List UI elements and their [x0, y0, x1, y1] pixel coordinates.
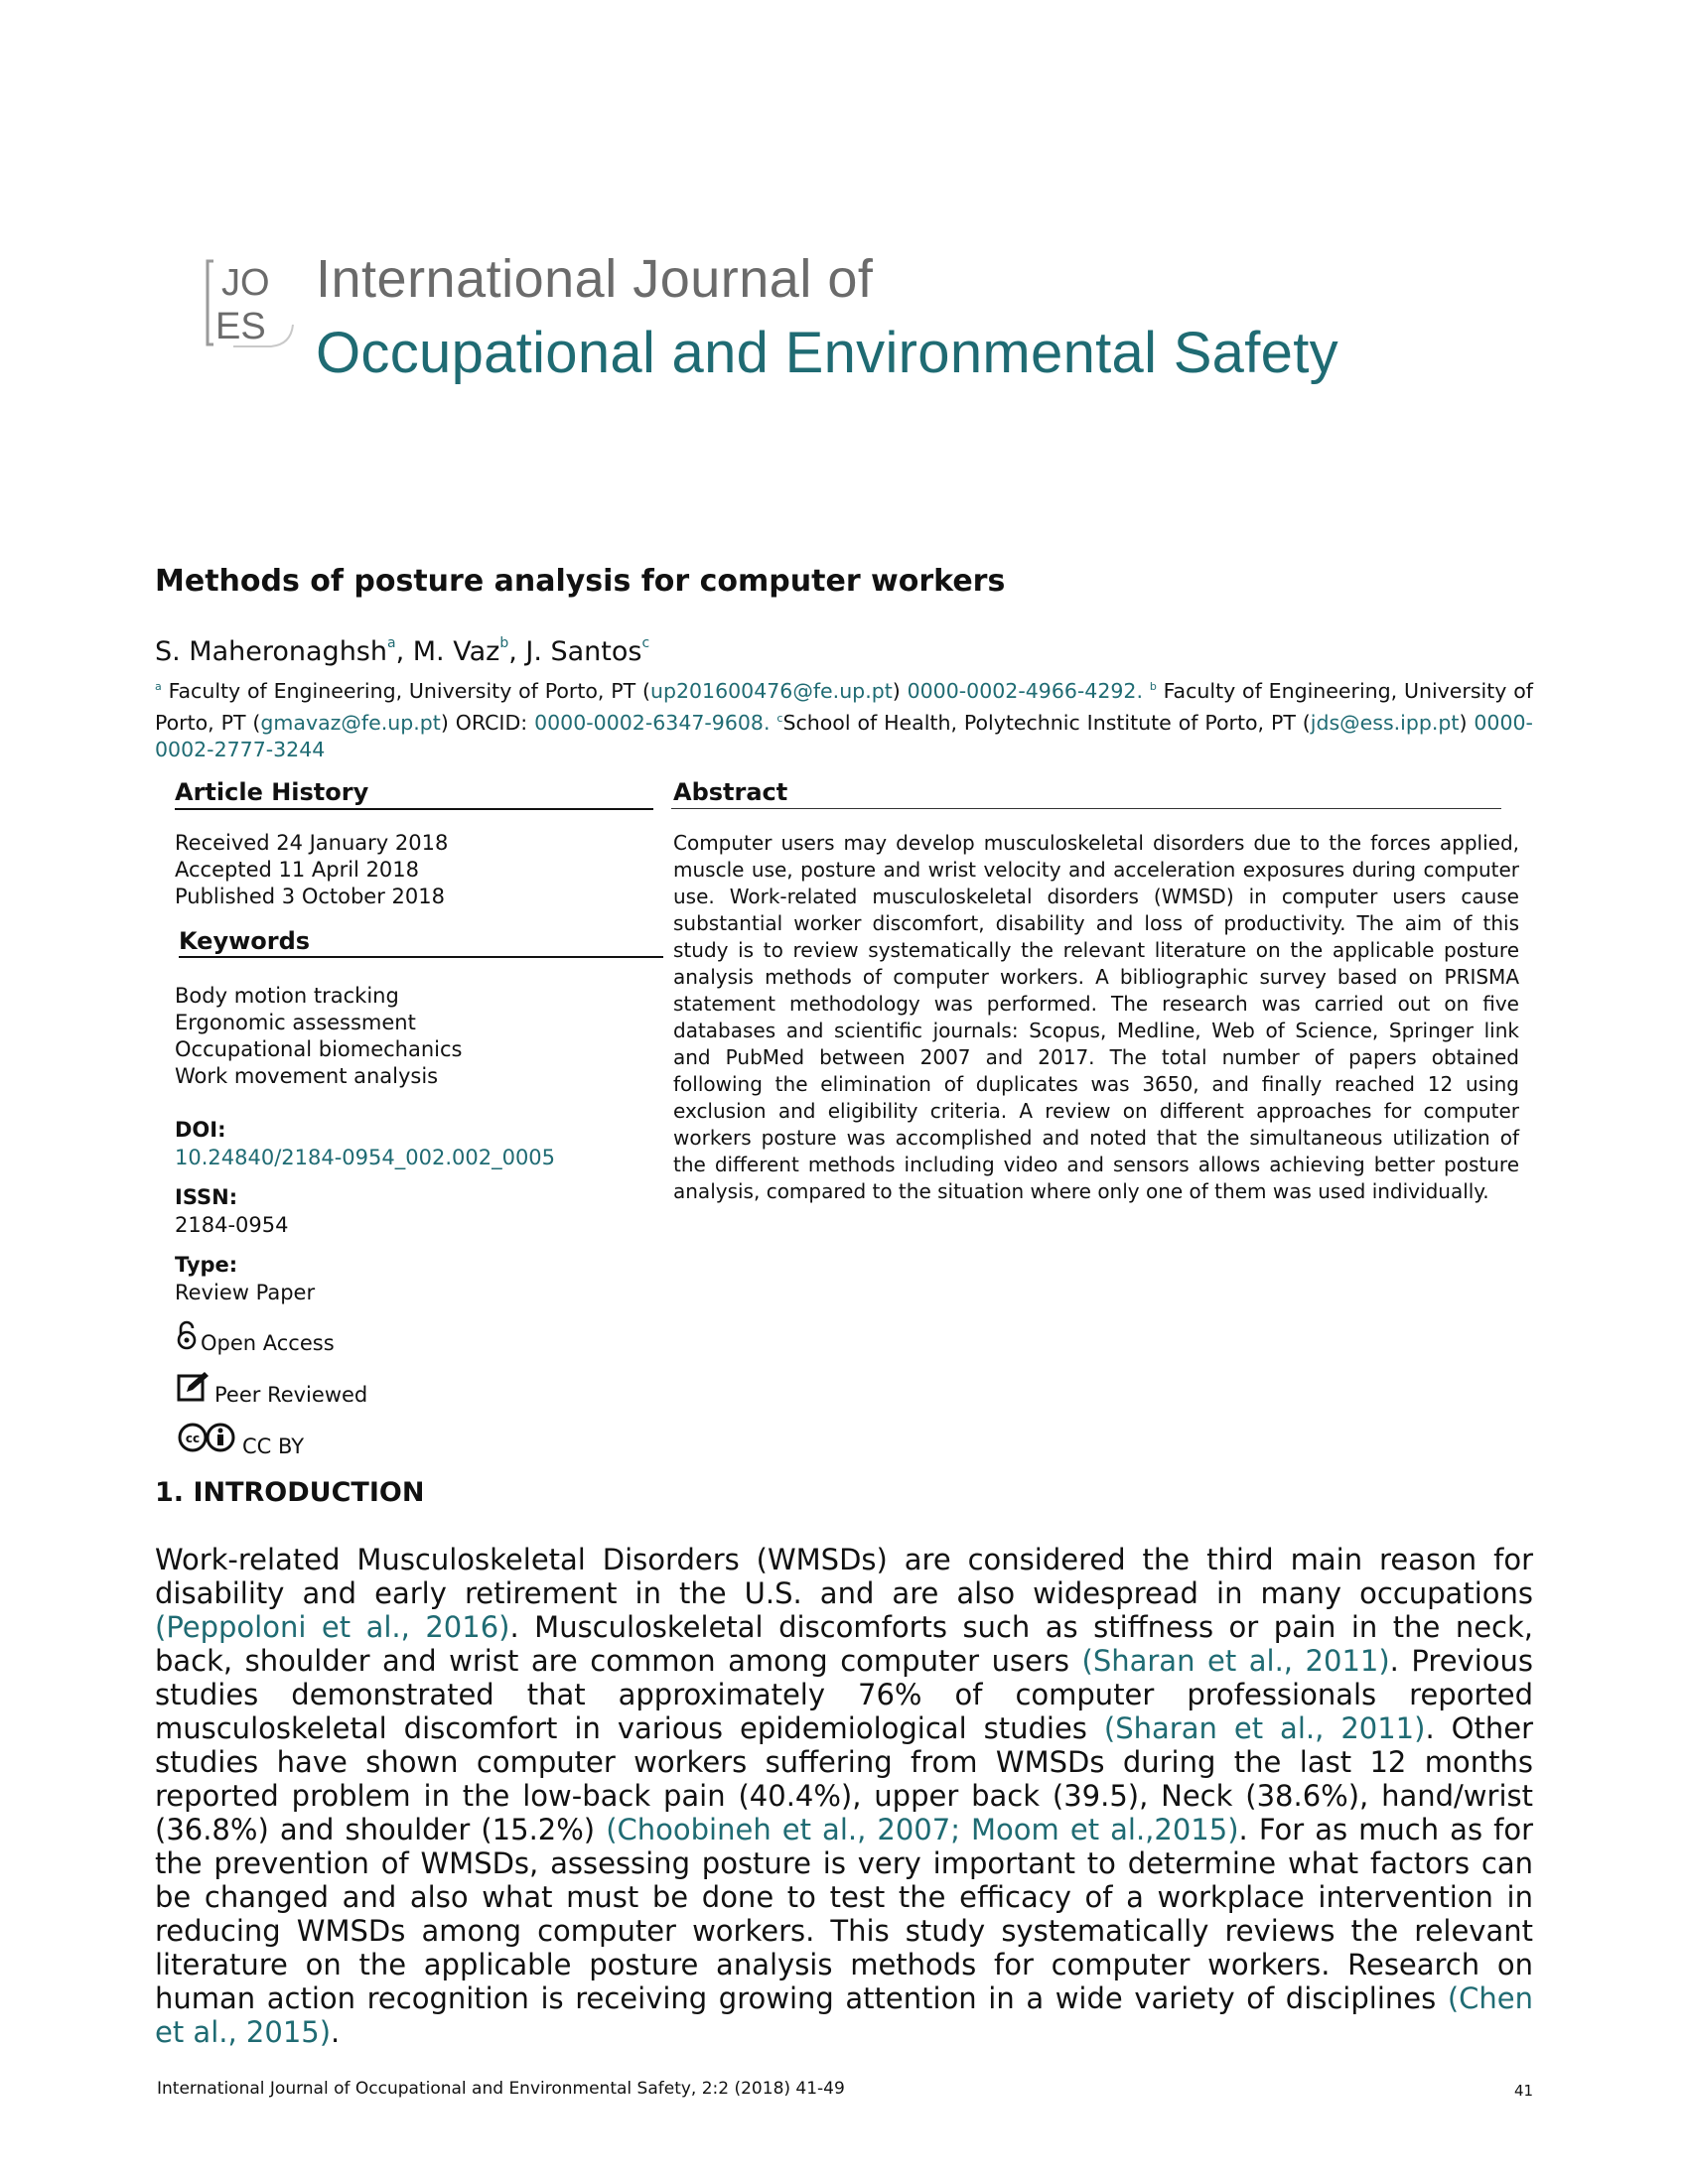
citation-link[interactable]: (Sharan et al., 2011)	[1103, 1711, 1426, 1745]
affil-mark: c	[776, 712, 783, 725]
type-label: Type:	[175, 1253, 238, 1277]
svg-text:ES: ES	[215, 306, 266, 347]
orcid-link[interactable]: 0000-0002-6347-9608.	[534, 711, 771, 735]
divider	[175, 808, 653, 810]
svg-text:JO: JO	[221, 262, 270, 304]
section-heading-introduction: 1. INTRODUCTION	[155, 1477, 425, 1508]
page-number: 41	[1514, 2082, 1534, 2100]
email-link[interactable]: up201600476@fe.up.pt	[649, 679, 893, 703]
journal-logo	[194, 253, 303, 352]
license-badge	[177, 1422, 304, 1458]
svg-text:cc: cc	[185, 1432, 201, 1445]
peer-reviewed-badge	[177, 1370, 367, 1407]
open-access-badge	[177, 1320, 335, 1355]
affil-text: )	[892, 679, 901, 703]
keyword-item: Ergonomic assessment	[175, 1011, 416, 1034]
received-date: Received 24 January 2018	[175, 831, 449, 855]
citation-link[interactable]: (Chen et al., 2015)	[155, 1981, 1533, 2049]
journal-name-line1: International Journal of	[316, 249, 874, 309]
affil-text: Faculty of Engineering, University of Porto, PT (	[155, 679, 1533, 735]
citation-link[interactable]: (Sharan et al., 2011)	[1081, 1644, 1390, 1678]
abstract-heading: Abstract	[673, 778, 788, 806]
author-affil-mark: c	[641, 635, 650, 651]
body-text: .	[331, 2015, 341, 2049]
type-value: Review Paper	[175, 1281, 316, 1304]
divider	[179, 956, 663, 958]
divider	[671, 808, 1501, 809]
orcid-link[interactable]: 0000-0002-2777-3244	[155, 711, 1533, 761]
issn-value: 2184-0954	[175, 1213, 289, 1237]
article-history	[175, 830, 448, 910]
open-access-label: Open Access	[201, 1331, 335, 1355]
affil-text: Faculty of Engineering, University of Porto, PT (	[168, 679, 650, 703]
license-label: CC BY	[242, 1434, 305, 1458]
footer-citation: International Journal of Occupational and Environmental Safety, 2:2 (2018) 41-49	[157, 2079, 845, 2099]
body-text: . Other studies have shown computer workers suffering from WMSDs during the last 12 months reported problem in the low-back pain (40.4%), upper back (39.5), Neck (38.6%), hand/wrist (36.8%) and shoulder (15.2%)	[155, 1711, 1533, 1846]
doi-label: DOI:	[175, 1118, 226, 1142]
keywords-heading: Keywords	[179, 927, 311, 955]
body-text: . Musculoskeletal discomforts such as stiffness or pain in the neck, back, shoulder and wrist are common among computer users	[155, 1610, 1533, 1678]
email-link[interactable]: gmavaz@fe.up.pt	[260, 711, 441, 735]
citation-link[interactable]: (Choobineh et al., 2007; Moom et al.,2015)	[606, 1813, 1239, 1846]
open-lock-icon	[177, 1320, 197, 1355]
body-text: . For as much as for the prevention of WMSDs, assessing posture is very important to determine what factors can be changed and also what must be done to test the efficacy of a workplace intervention in reducing WMSDs among computer workers. This study systematically reviews the relevant literature on the applicable posture analysis methods for computer workers. Research on human action recognition is receiving growing attention in a wide variety of disciplines	[155, 1813, 1534, 2015]
author-affil-mark: b	[499, 635, 509, 651]
author-name: S. Maheronaghsh	[155, 636, 387, 667]
published-date: Published 3 October 2018	[175, 885, 445, 908]
orcid-link[interactable]: 0000-0002-4966-4292.	[907, 679, 1143, 703]
doi-link[interactable]: 10.24840/2184-0954_002.002_0005	[175, 1146, 556, 1169]
body-text: . Previous studies demonstrated that approximately 76% of computer professionals reported musculoskeletal discomfort in various epidemiological studies	[155, 1644, 1533, 1745]
accepted-date: Accepted 11 April 2018	[175, 858, 420, 882]
article-title: Methods of posture analysis for computer workers	[155, 564, 1006, 599]
affil-text: ) ORCID:	[440, 711, 528, 735]
keyword-item: Occupational biomechanics	[175, 1037, 463, 1061]
introduction-paragraph	[155, 1543, 1533, 2049]
author-name: M. Vaz	[412, 636, 500, 667]
author-affil-mark: a	[386, 635, 396, 651]
issn-label: ISSN:	[175, 1185, 238, 1209]
keyword-item: Work movement analysis	[175, 1064, 439, 1088]
affil-mark: b	[1149, 680, 1157, 693]
peer-reviewed-label: Peer Reviewed	[214, 1383, 368, 1407]
email-link[interactable]: jds@ess.ipp.pt	[1310, 711, 1460, 735]
keyword-list	[175, 983, 462, 1090]
citation-link[interactable]: (Peppoloni et al., 2016)	[155, 1610, 510, 1644]
journal-name-line2: Occupational and Environmental Safety	[316, 321, 1338, 385]
affil-mark: a	[155, 680, 162, 693]
keyword-item: Body motion tracking	[175, 984, 399, 1008]
abstract-text: Computer users may develop musculoskeletal disorders due to the forces applied, muscle use, posture and wrist velocity and acceleration exposures during computer use. Work-related musculoskeletal disorders (WMSD) in computer users cause substantial worker discomfort, disability and loss of productivity. The aim of this study is to review systematically the relevant literature on the applicable posture analysis methods of computer workers. A bibliographic survey based on PRISMA statement methodology was performed. The research was carried out on five databases and scientific journals: Scopus, Medline, Web of Science, Springer link and PubMed between 2007 and 2017. The total number of papers obtained following the elimination of duplicates was 3650, and finally reached 12 using exclusion and eligibility criteria. A review on different approaches for computer workers posture was accomplished and noted that the simultaneous utilization of the different methods including video and sensors allows achieving better posture analysis, compared to the situation where only one of them was used individually.	[673, 831, 1519, 1203]
author-list: S. Maheronaghsh$^a$, M. Vaz$^b$, J. Santos$^c$	[155, 635, 650, 667]
article-history-heading: Article History	[175, 778, 369, 806]
author-name: J. Santos	[525, 636, 642, 667]
affil-text: School of Health, Polytechnic Institute of Porto, PT (	[782, 711, 1311, 735]
cc-by-icon	[177, 1422, 238, 1458]
edit-checkbox-icon	[177, 1370, 211, 1407]
body-text: Work-related Musculoskeletal Disorders (WMSDs) are considered the third main reason for disability and early retirement in the U.S. and are also widespread in many occupations	[155, 1543, 1533, 1610]
affil-text: )	[1459, 711, 1468, 735]
affiliations	[155, 673, 1533, 763]
